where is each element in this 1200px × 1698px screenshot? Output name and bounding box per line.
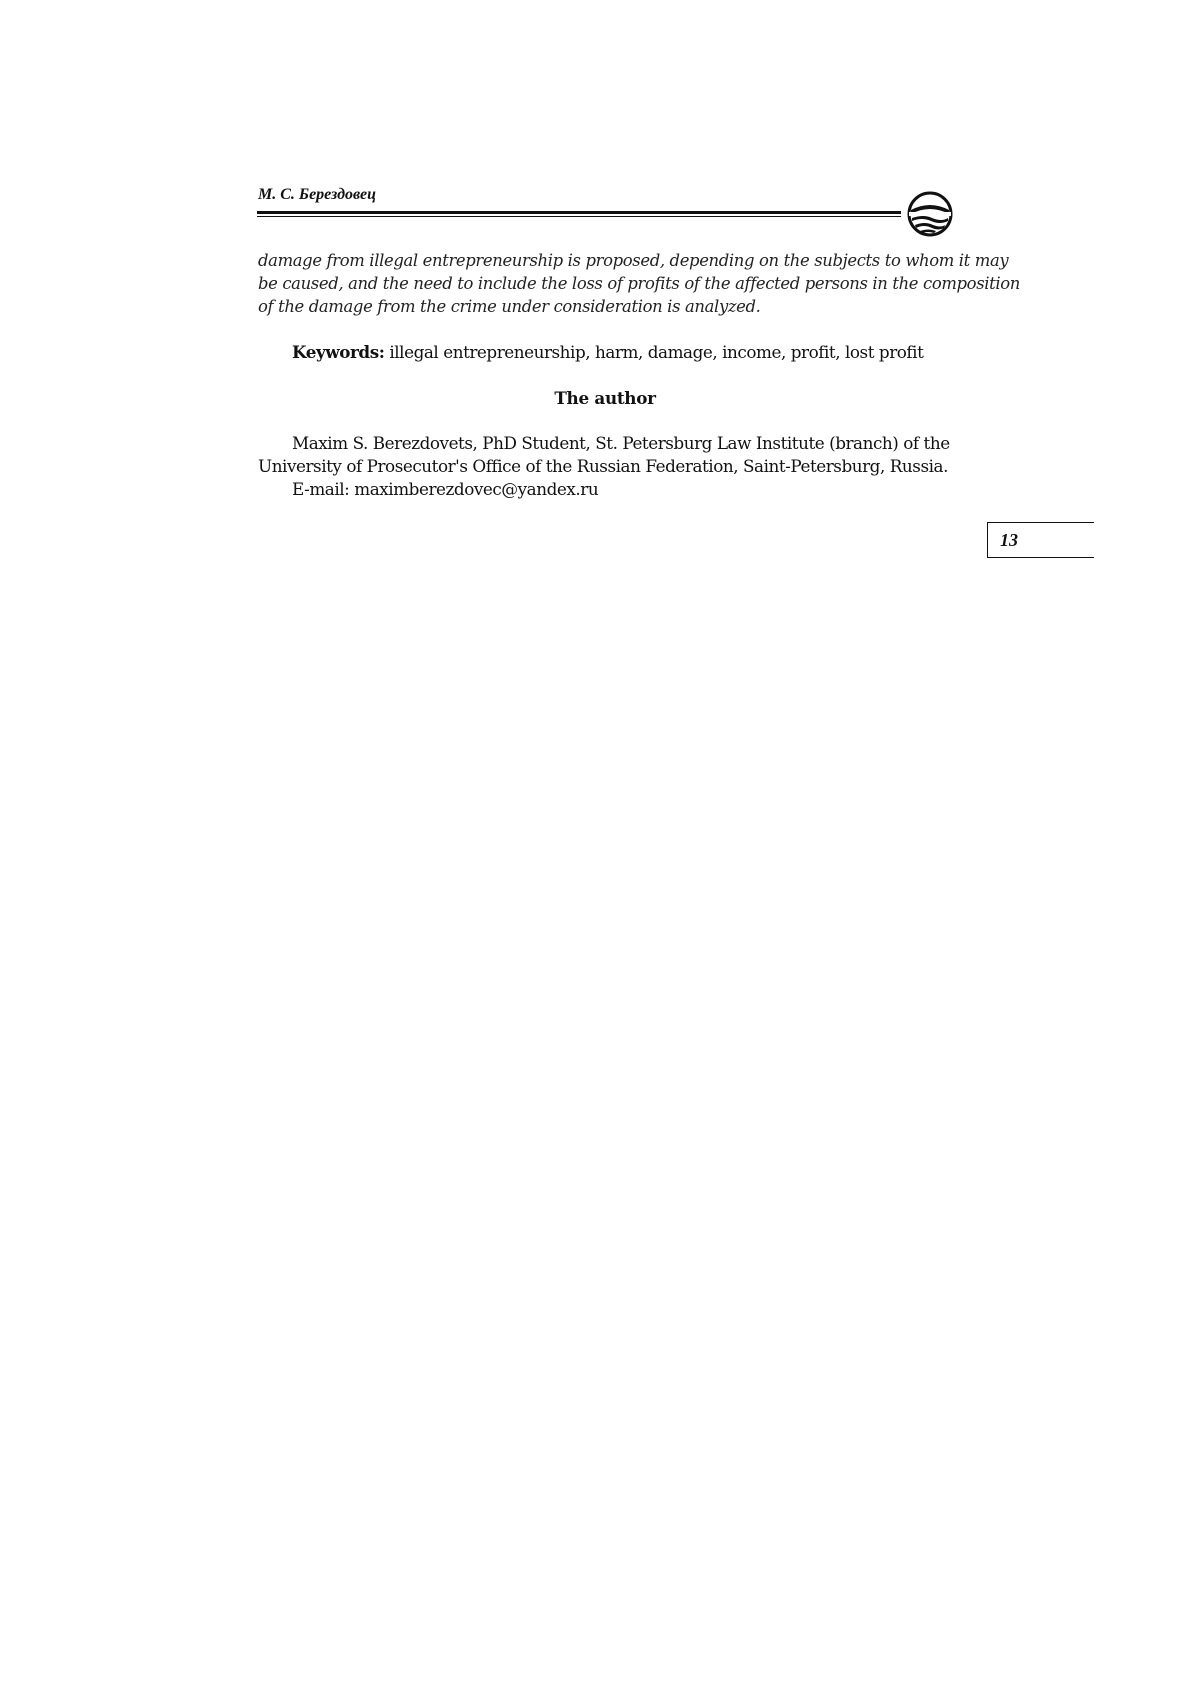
author-email: E-mail: maximberezdovec@yandex.ru [292, 479, 599, 499]
abstract-line: damage from illegal entrepreneurship is proposed, depending on the subjects to whom it may [258, 251, 1009, 270]
author-affiliation-line: Maxim S. Berezdovets, PhD Student, St. Petersburg Law Institute (branch) of the [292, 433, 950, 453]
page-number: 13 [1000, 530, 1018, 550]
abstract-continuation [258, 249, 1020, 318]
abstract-line: be caused, and the need to include the loss of profits of the affected persons in the composition [258, 274, 1020, 293]
author-info [258, 432, 952, 501]
keywords-paragraph [292, 341, 923, 363]
abstract-line: of the damage from the crime under consideration is analyzed. [258, 297, 761, 316]
author-heading: The author [554, 388, 656, 408]
keywords-label: Keywords: [292, 342, 385, 362]
running-head-author: М. С. Берездовец [258, 186, 376, 203]
header-rule-thin [257, 216, 901, 217]
journal-logo-icon [906, 190, 954, 238]
header-rule-thick [257, 211, 901, 214]
page-number-box [987, 522, 1094, 558]
keywords-text: illegal entrepreneurship, harm, damage, income, profit, lost profit [389, 342, 924, 362]
author-affiliation-line: University of Prosecutor's Office of the Russian Federation, Saint-Petersburg, Russia. [258, 456, 948, 476]
